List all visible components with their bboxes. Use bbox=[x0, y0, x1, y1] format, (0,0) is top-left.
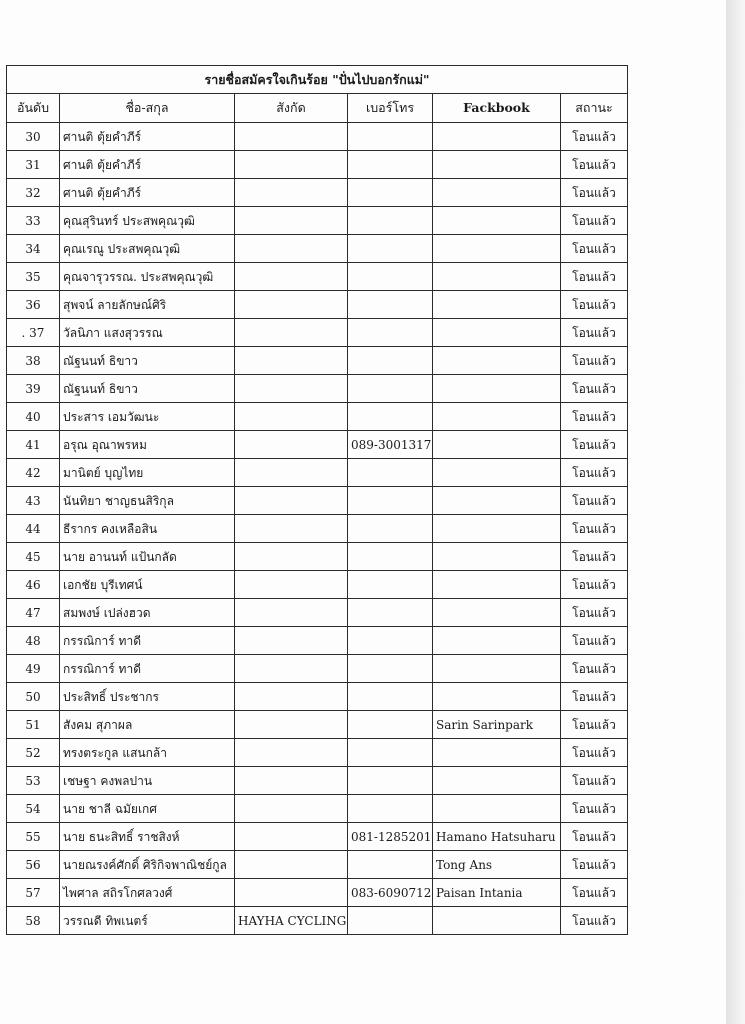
table-row bbox=[7, 375, 628, 403]
rank-cell: 32 bbox=[7, 179, 60, 207]
column-header-status: สถานะ bbox=[561, 94, 628, 123]
rank-cell: 46 bbox=[7, 571, 60, 599]
rank-cell: 58 bbox=[7, 907, 60, 935]
facebook-cell bbox=[433, 263, 561, 291]
rank-cell: 49 bbox=[7, 655, 60, 683]
facebook-cell bbox=[433, 767, 561, 795]
name-cell: สังคม สุภาผล bbox=[60, 711, 235, 739]
table-row bbox=[7, 543, 628, 571]
facebook-cell bbox=[433, 179, 561, 207]
affiliation-cell bbox=[235, 319, 348, 347]
table-row bbox=[7, 515, 628, 543]
phone-cell bbox=[348, 319, 433, 347]
facebook-cell bbox=[433, 655, 561, 683]
status-cell: โอนแล้ว bbox=[561, 431, 628, 459]
facebook-cell bbox=[433, 683, 561, 711]
name-cell: ธีรากร คงเหลือสิน bbox=[60, 515, 235, 543]
column-header-phone: เบอร์โทร bbox=[348, 94, 433, 123]
status-cell: โอนแล้ว bbox=[561, 627, 628, 655]
name-cell: วัลนิภา แสงสุวรรณ bbox=[60, 319, 235, 347]
facebook-cell bbox=[433, 319, 561, 347]
table-row bbox=[7, 459, 628, 487]
column-header-row bbox=[7, 94, 628, 123]
affiliation-cell bbox=[235, 403, 348, 431]
name-cell: ศานติ ตุ้ยคำภีร์ bbox=[60, 123, 235, 151]
table-row bbox=[7, 235, 628, 263]
status-cell: โอนแล้ว bbox=[561, 319, 628, 347]
affiliation-cell bbox=[235, 207, 348, 235]
table-row bbox=[7, 207, 628, 235]
affiliation-cell bbox=[235, 767, 348, 795]
table-row bbox=[7, 403, 628, 431]
facebook-cell bbox=[433, 571, 561, 599]
status-cell: โอนแล้ว bbox=[561, 599, 628, 627]
status-cell: โอนแล้ว bbox=[561, 515, 628, 543]
table-row bbox=[7, 907, 628, 935]
name-cell: เอกชัย บุรีเทศน์ bbox=[60, 571, 235, 599]
table-row bbox=[7, 291, 628, 319]
facebook-cell bbox=[433, 431, 561, 459]
status-cell: โอนแล้ว bbox=[561, 207, 628, 235]
affiliation-cell bbox=[235, 179, 348, 207]
name-cell: นายณรงค์ศักดิ์ ศิริกิจพาณิชย์กูล bbox=[60, 851, 235, 879]
facebook-cell: Paisan Intania bbox=[433, 879, 561, 907]
facebook-cell bbox=[433, 487, 561, 515]
status-cell: โอนแล้ว bbox=[561, 487, 628, 515]
name-cell: กรรณิการ์ ทาดี bbox=[60, 655, 235, 683]
table-row bbox=[7, 767, 628, 795]
status-cell: โอนแล้ว bbox=[561, 767, 628, 795]
phone-cell bbox=[348, 151, 433, 179]
status-cell: โอนแล้ว bbox=[561, 235, 628, 263]
phone-cell: 083-6090712 bbox=[348, 879, 433, 907]
status-cell: โอนแล้ว bbox=[561, 263, 628, 291]
affiliation-cell bbox=[235, 347, 348, 375]
affiliation-cell bbox=[235, 599, 348, 627]
affiliation-cell: HAYHA CYCLING bbox=[235, 907, 348, 935]
name-cell: คุณเรณู ประสพคุณวุฒิ bbox=[60, 235, 235, 263]
status-cell: โอนแล้ว bbox=[561, 683, 628, 711]
rank-cell: 47 bbox=[7, 599, 60, 627]
table-row bbox=[7, 179, 628, 207]
rank-cell: 43 bbox=[7, 487, 60, 515]
affiliation-cell bbox=[235, 487, 348, 515]
status-cell: โอนแล้ว bbox=[561, 795, 628, 823]
status-cell: โอนแล้ว bbox=[561, 123, 628, 151]
table-row bbox=[7, 795, 628, 823]
phone-cell bbox=[348, 207, 433, 235]
rank-cell: 36 bbox=[7, 291, 60, 319]
phone-cell bbox=[348, 515, 433, 543]
name-cell: กรรณิการ์ ทาดี bbox=[60, 627, 235, 655]
rank-cell: 55 bbox=[7, 823, 60, 851]
name-cell: นาย ชาลี ฉมัยเกศ bbox=[60, 795, 235, 823]
name-cell: ประสิทธิ์ ประชากร bbox=[60, 683, 235, 711]
phone-cell bbox=[348, 571, 433, 599]
phone-cell bbox=[348, 739, 433, 767]
rank-cell: 31 bbox=[7, 151, 60, 179]
affiliation-cell bbox=[235, 543, 348, 571]
rank-cell: 44 bbox=[7, 515, 60, 543]
affiliation-cell bbox=[235, 459, 348, 487]
name-cell: คุณจารุวรรณ. ประสพคุณวุฒิ bbox=[60, 263, 235, 291]
phone-cell bbox=[348, 851, 433, 879]
rank-cell: 54 bbox=[7, 795, 60, 823]
name-cell: มานิตย์ บุญไทย bbox=[60, 459, 235, 487]
facebook-cell bbox=[433, 123, 561, 151]
name-cell: อรุณ อุณาพรหม bbox=[60, 431, 235, 459]
status-cell: โอนแล้ว bbox=[561, 179, 628, 207]
table-title: รายชื่อสมัครใจเกินร้อย "ปั่นไปบอกรักแม่" bbox=[7, 66, 628, 94]
rank-cell: 39 bbox=[7, 375, 60, 403]
affiliation-cell bbox=[235, 683, 348, 711]
registrant-table bbox=[6, 65, 628, 935]
rank-cell: 40 bbox=[7, 403, 60, 431]
affiliation-cell bbox=[235, 291, 348, 319]
affiliation-cell bbox=[235, 431, 348, 459]
name-cell: ศานติ ตุ้ยคำภีร์ bbox=[60, 151, 235, 179]
table-row bbox=[7, 571, 628, 599]
phone-cell bbox=[348, 907, 433, 935]
phone-cell bbox=[348, 459, 433, 487]
affiliation-cell bbox=[235, 263, 348, 291]
name-cell: ประสาร เอมวัฒนะ bbox=[60, 403, 235, 431]
facebook-cell: Sarin Sarinpark bbox=[433, 711, 561, 739]
facebook-cell bbox=[433, 151, 561, 179]
phone-cell bbox=[348, 795, 433, 823]
name-cell: ณัฐนนท์ ธิขาว bbox=[60, 375, 235, 403]
phone-cell bbox=[348, 347, 433, 375]
table-row bbox=[7, 823, 628, 851]
affiliation-cell bbox=[235, 879, 348, 907]
rank-cell: 45 bbox=[7, 543, 60, 571]
table-body bbox=[7, 123, 628, 935]
name-cell: สมพงษ์ เปล่งฮวด bbox=[60, 599, 235, 627]
facebook-cell bbox=[433, 291, 561, 319]
facebook-cell: Hamano Hatsuharu bbox=[433, 823, 561, 851]
name-cell: สุพจน์ ลายลักษณ์ศิริ bbox=[60, 291, 235, 319]
table-row bbox=[7, 627, 628, 655]
column-header-facebook: Fackbook bbox=[433, 94, 561, 123]
name-cell: นาย อานนท์ แป้นกลัด bbox=[60, 543, 235, 571]
facebook-cell bbox=[433, 543, 561, 571]
rank-cell: 30 bbox=[7, 123, 60, 151]
table-row bbox=[7, 431, 628, 459]
rank-cell: 50 bbox=[7, 683, 60, 711]
rank-cell: . 37 bbox=[7, 319, 60, 347]
affiliation-cell bbox=[235, 375, 348, 403]
facebook-cell bbox=[433, 599, 561, 627]
name-cell: ทรงตระกูล แสนกล้า bbox=[60, 739, 235, 767]
rank-cell: 51 bbox=[7, 711, 60, 739]
affiliation-cell bbox=[235, 795, 348, 823]
status-cell: โอนแล้ว bbox=[561, 571, 628, 599]
rank-cell: 53 bbox=[7, 767, 60, 795]
status-cell: โอนแล้ว bbox=[561, 459, 628, 487]
status-cell: โอนแล้ว bbox=[561, 151, 628, 179]
phone-cell bbox=[348, 487, 433, 515]
affiliation-cell bbox=[235, 151, 348, 179]
table-row bbox=[7, 655, 628, 683]
phone-cell bbox=[348, 375, 433, 403]
phone-cell: 081-1285201 bbox=[348, 823, 433, 851]
rank-cell: 57 bbox=[7, 879, 60, 907]
rank-cell: 35 bbox=[7, 263, 60, 291]
rank-cell: 33 bbox=[7, 207, 60, 235]
facebook-cell bbox=[433, 459, 561, 487]
rank-cell: 56 bbox=[7, 851, 60, 879]
status-cell: โอนแล้ว bbox=[561, 543, 628, 571]
facebook-cell bbox=[433, 375, 561, 403]
status-cell: โอนแล้ว bbox=[561, 655, 628, 683]
facebook-cell bbox=[433, 627, 561, 655]
facebook-cell bbox=[433, 795, 561, 823]
rank-cell: 42 bbox=[7, 459, 60, 487]
status-cell: โอนแล้ว bbox=[561, 375, 628, 403]
phone-cell bbox=[348, 403, 433, 431]
table-row bbox=[7, 739, 628, 767]
table-row bbox=[7, 347, 628, 375]
table-row bbox=[7, 151, 628, 179]
column-header-rank: อันดับ bbox=[7, 94, 60, 123]
name-cell: นาย ธนะสิทธิ์ ราชสิงห์ bbox=[60, 823, 235, 851]
phone-cell bbox=[348, 123, 433, 151]
rank-cell: 48 bbox=[7, 627, 60, 655]
status-cell: โอนแล้ว bbox=[561, 879, 628, 907]
affiliation-cell bbox=[235, 739, 348, 767]
status-cell: โอนแล้ว bbox=[561, 291, 628, 319]
table-title-row bbox=[7, 66, 628, 94]
rank-cell: 38 bbox=[7, 347, 60, 375]
status-cell: โอนแล้ว bbox=[561, 403, 628, 431]
affiliation-cell bbox=[235, 823, 348, 851]
column-header-affiliation: สังกัด bbox=[235, 94, 348, 123]
phone-cell bbox=[348, 599, 433, 627]
table-row bbox=[7, 263, 628, 291]
facebook-cell bbox=[433, 739, 561, 767]
affiliation-cell bbox=[235, 711, 348, 739]
phone-cell bbox=[348, 543, 433, 571]
status-cell: โอนแล้ว bbox=[561, 907, 628, 935]
affiliation-cell bbox=[235, 571, 348, 599]
rank-cell: 41 bbox=[7, 431, 60, 459]
affiliation-cell bbox=[235, 627, 348, 655]
phone-cell bbox=[348, 655, 433, 683]
name-cell: นันทิยา ชาญธนสิริกุล bbox=[60, 487, 235, 515]
rank-cell: 34 bbox=[7, 235, 60, 263]
phone-cell bbox=[348, 627, 433, 655]
facebook-cell bbox=[433, 235, 561, 263]
phone-cell bbox=[348, 711, 433, 739]
table-row bbox=[7, 123, 628, 151]
rank-cell: 52 bbox=[7, 739, 60, 767]
phone-cell bbox=[348, 767, 433, 795]
affiliation-cell bbox=[235, 235, 348, 263]
table-row bbox=[7, 851, 628, 879]
scan-edge-shadow bbox=[726, 0, 745, 1024]
table-row bbox=[7, 711, 628, 739]
name-cell: คุณสุรินทร์ ประสพคุณวุฒิ bbox=[60, 207, 235, 235]
phone-cell bbox=[348, 263, 433, 291]
name-cell: ไพศาล สถิรโกศลวงศ์ bbox=[60, 879, 235, 907]
phone-cell bbox=[348, 291, 433, 319]
status-cell: โอนแล้ว bbox=[561, 739, 628, 767]
status-cell: โอนแล้ว bbox=[561, 347, 628, 375]
facebook-cell bbox=[433, 907, 561, 935]
phone-cell bbox=[348, 235, 433, 263]
facebook-cell bbox=[433, 515, 561, 543]
table-row bbox=[7, 319, 628, 347]
name-cell: ณัฐนนท์ ธิขาว bbox=[60, 347, 235, 375]
table-row bbox=[7, 879, 628, 907]
facebook-cell bbox=[433, 403, 561, 431]
status-cell: โอนแล้ว bbox=[561, 851, 628, 879]
name-cell: เชษฐา คงพลปาน bbox=[60, 767, 235, 795]
table-row bbox=[7, 599, 628, 627]
phone-cell: 089-3001317 bbox=[348, 431, 433, 459]
table-row bbox=[7, 487, 628, 515]
table-row bbox=[7, 683, 628, 711]
name-cell: ศานติ ตุ้ยคำภีร์ bbox=[60, 179, 235, 207]
status-cell: โอนแล้ว bbox=[561, 711, 628, 739]
facebook-cell bbox=[433, 207, 561, 235]
column-header-name: ชื่อ-สกุล bbox=[60, 94, 235, 123]
facebook-cell bbox=[433, 347, 561, 375]
facebook-cell: Tong Ans bbox=[433, 851, 561, 879]
phone-cell bbox=[348, 179, 433, 207]
name-cell: วรรณดี ทิพเนตร์ bbox=[60, 907, 235, 935]
affiliation-cell bbox=[235, 515, 348, 543]
status-cell: โอนแล้ว bbox=[561, 823, 628, 851]
affiliation-cell bbox=[235, 655, 348, 683]
affiliation-cell bbox=[235, 123, 348, 151]
affiliation-cell bbox=[235, 851, 348, 879]
phone-cell bbox=[348, 683, 433, 711]
